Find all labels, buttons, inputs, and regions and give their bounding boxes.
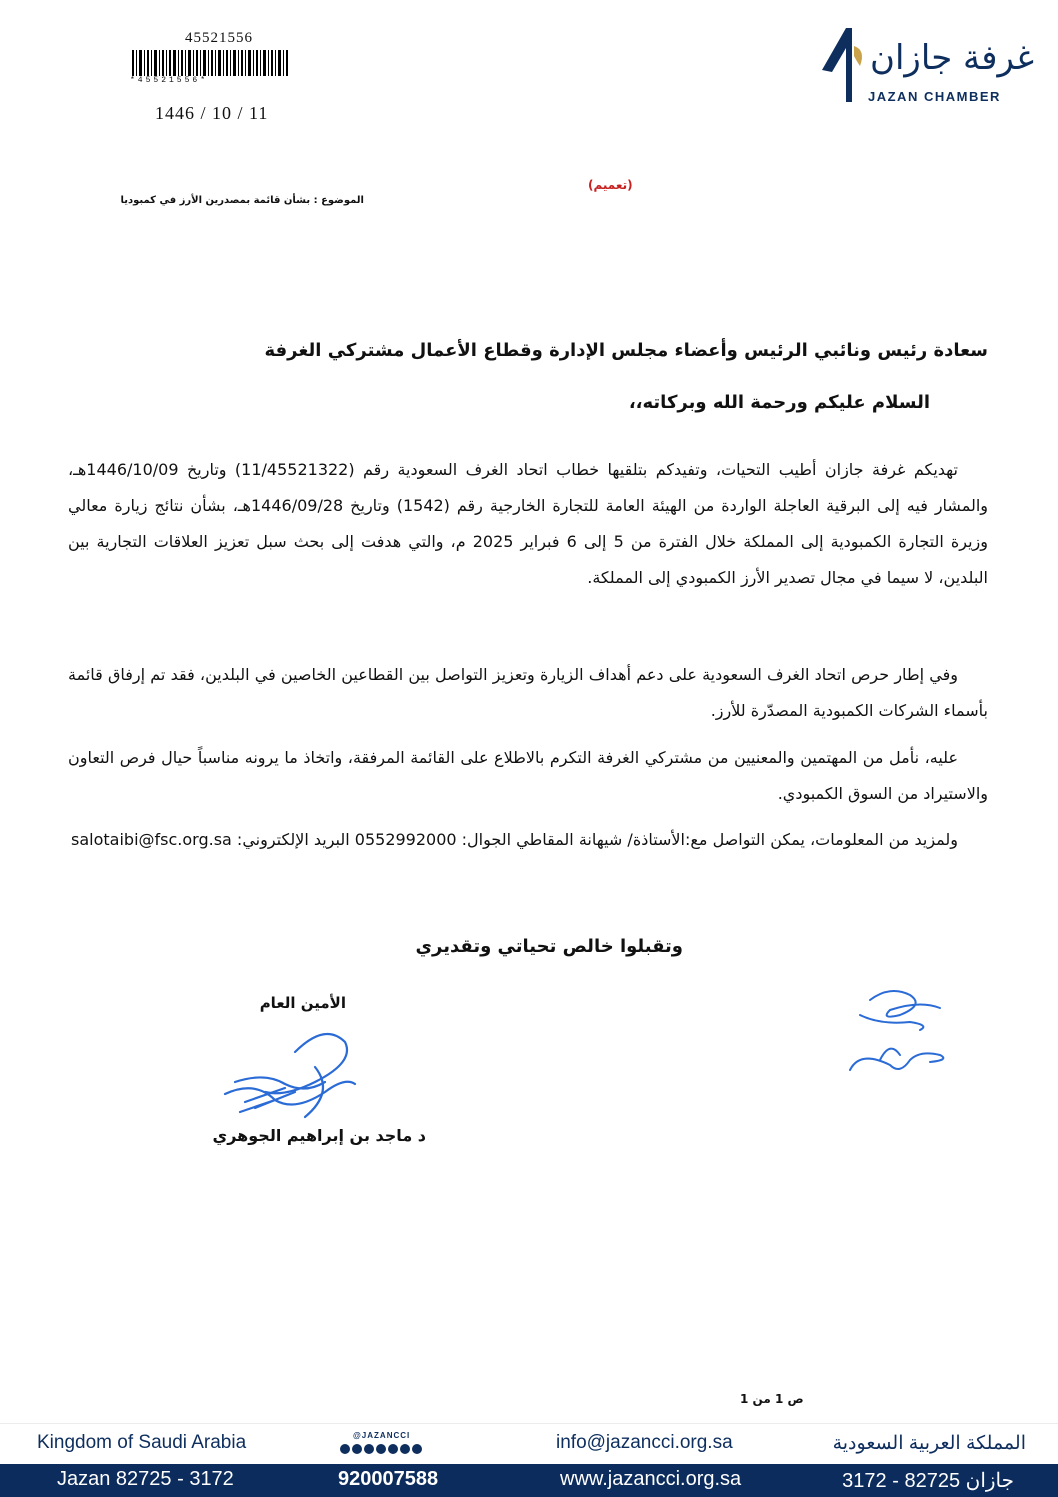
signatory-name: د ماجد بن إبراهيم الجوهري: [212, 1126, 426, 1145]
social-handle: @JAZANCCI: [353, 1431, 411, 1440]
closing-line: وتقبلوا خالص تحياتي وتقديري: [415, 936, 683, 957]
logo-english-text: JAZAN CHAMBER: [868, 89, 1001, 104]
x-icon[interactable]: [400, 1444, 410, 1454]
logo-arabic-text: غرفة جازان: [870, 38, 1035, 78]
subject-line: الموضوع : بشأن قائمة بمصدرين الأرز في كمبوديا: [120, 195, 364, 206]
paragraph-3: [68, 740, 988, 812]
paragraph-1: [68, 452, 988, 596]
barcode-image: [132, 50, 288, 76]
facebook-icon[interactable]: [364, 1444, 374, 1454]
paragraph-3-text: عليه، نأمل من المهتمين والمعنيين من مشتركي الغرفة التكرم بالاطلاع على القائمة المرفقة، واتخاذ ما يرونه مناسباً حيال فرص التعاون والاستيراد من السوق الكمبودي.: [68, 748, 988, 803]
barcode-text: *45521556*: [130, 76, 209, 85]
paragraph-4: [68, 822, 988, 858]
instagram-icon[interactable]: [376, 1444, 386, 1454]
footer-country-ar: المملكة العربية السعودية: [832, 1433, 1026, 1454]
footer-phone[interactable]: 920007588: [338, 1468, 439, 1490]
footer-address-ar: جازان 82725 - 3172: [842, 1470, 1014, 1492]
signatory-title: الأمين العام: [259, 994, 346, 1012]
footer-website[interactable]: www.jazancci.org.sa: [560, 1468, 742, 1490]
linkedin-icon[interactable]: [412, 1444, 422, 1454]
footer-divider: [0, 1423, 1058, 1424]
document-date: 1446 / 10 / 11: [155, 103, 269, 123]
paragraph-2-text: وفي إطار حرص اتحاد الغرف السعودية على دعم أهداف الزيارة وتعزيز التواصل بين القطاعين الخاصين في البلدين، فقد تم إرفاق قائمة بأسماء الشركات الكمبودية المصدّرة للأرز.: [68, 665, 988, 720]
greeting: السلام عليكم ورحمة الله وبركاته،،: [628, 392, 930, 413]
barcode-number: 45521556: [185, 30, 253, 46]
snapchat-icon[interactable]: [340, 1444, 350, 1454]
addressee: سعادة رئيس ونائبي الرئيس وأعضاء مجلس الإدارة وقطاع الأعمال مشتركي الغرفة: [264, 340, 988, 361]
tiktok-icon[interactable]: [388, 1444, 398, 1454]
page-number: ص 1 من 1: [740, 1392, 804, 1406]
youtube-icon[interactable]: [352, 1444, 362, 1454]
footer-address-en: Jazan 82725 - 3172: [57, 1468, 234, 1490]
social-media-icons: [340, 1444, 422, 1454]
footer-email[interactable]: info@jazancci.org.sa: [556, 1432, 733, 1453]
paragraph-2: [68, 657, 988, 729]
circular-label: (تعميم): [588, 178, 633, 192]
initials-signature-icon: [830, 980, 960, 1095]
paragraph-4-text: ولمزيد من المعلومات، يمكن التواصل مع:الأستاذة/ شيهانة المقاطي الجوال: 0552992000 البريد الإلكتروني: salotaibi@fsc.org.sa: [71, 830, 958, 849]
paragraph-1-text: تهديكم غرفة جازان أطيب التحيات، وتفيدكم بتلقيها خطاب اتحاد الغرف السعودية رقم (11/45521322) وتاريخ 1446/10/09هـ، والمشار فيه إلى البرقية العاجلة الواردة من الهيئة العامة للتجارة الخارجية رقم (1542) وتاريخ 1446/09/28هـ، بشأن نتائج زيارة معالي وزيرة التجارة الكمبودية إلى المملكة خلال الفترة من 5 إلى 6 فبراير 2025 م، والتي هدفت إلى بحث سبل تعزيز العلاقات التجارية بين البلدين، لا سيما في مجال تصدير الأرز الكمبودي إلى المملكة.: [68, 460, 989, 587]
signature-icon: [205, 1022, 385, 1132]
footer-country-en: Kingdom of Saudi Arabia: [37, 1432, 247, 1453]
